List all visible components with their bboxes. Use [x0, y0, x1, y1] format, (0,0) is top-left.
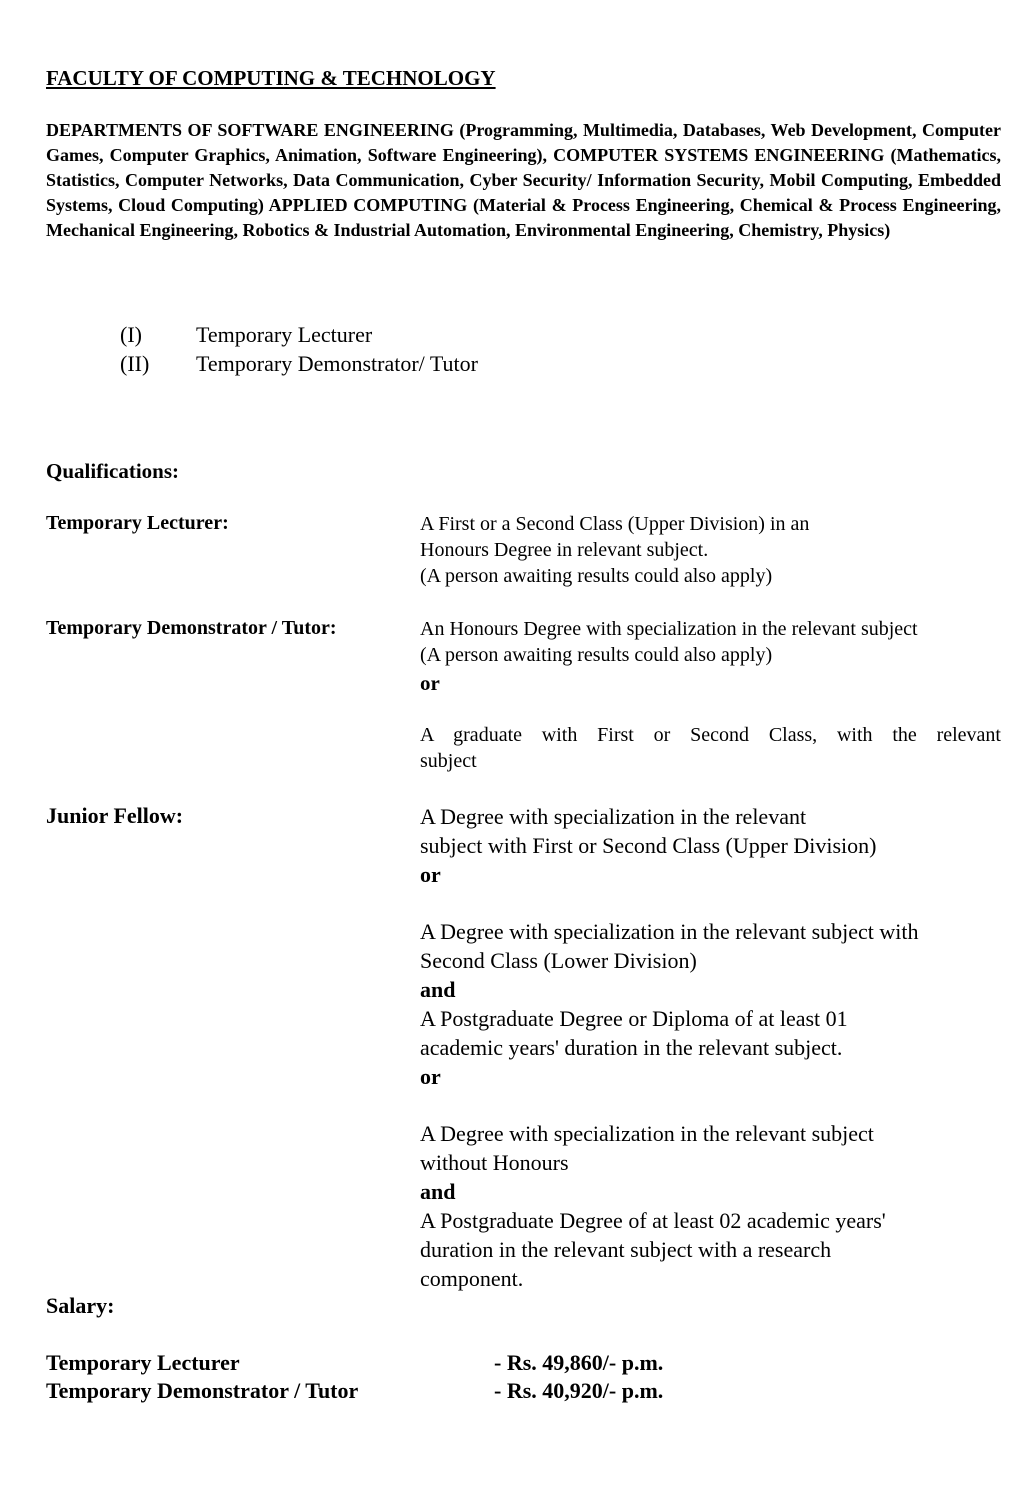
or-connector: or: [420, 862, 441, 887]
junior-fellow-qualification: [420, 802, 1001, 1293]
junior-fellow-label: Junior Fellow:: [46, 803, 184, 828]
or-connector: or: [420, 1064, 441, 1089]
and-connector: and: [420, 977, 456, 1002]
salary-amount: - Rs. 49,860/- p.m.: [494, 1350, 664, 1375]
qualification-line: (A person awaiting results could also apply): [420, 565, 773, 587]
qualification-line: component.: [420, 1266, 524, 1291]
lecturer-qualification: [420, 511, 1001, 589]
qualification-line: without Honours: [420, 1150, 569, 1175]
qualification-line: Honours Degree in relevant subject.: [420, 539, 709, 561]
qualification-line: A First or a Second Class (Upper Division) in an: [420, 513, 810, 535]
qualification-line: academic years' duration in the relevant subject.: [420, 1035, 843, 1060]
demonstrator-qualification: [420, 616, 1001, 774]
salary-amount: - Rs. 40,920/- p.m.: [494, 1378, 664, 1403]
salary-position: Temporary Demonstrator / Tutor: [46, 1378, 359, 1403]
qualification-line: duration in the relevant subject with a research: [420, 1237, 832, 1262]
qualification-line: A Degree with specialization in the relevant subject with: [420, 919, 919, 944]
qualification-line: subject: [420, 750, 477, 772]
demonstrator-label: Temporary Demonstrator / Tutor:: [46, 617, 337, 639]
position-number: (I): [120, 322, 142, 347]
position-number: (II): [120, 351, 150, 376]
qualification-line: A Postgraduate Degree of at least 02 academic years': [420, 1208, 886, 1233]
qualification-line: Second Class (Lower Division): [420, 948, 697, 973]
position-label: Temporary Demonstrator/ Tutor: [196, 351, 478, 376]
salary-heading: Salary:: [46, 1293, 115, 1318]
qualification-line: A Degree with specialization in the relevant subject: [420, 1121, 874, 1146]
qualifications-heading: Qualifications:: [46, 459, 180, 483]
qualification-line: (A person awaiting results could also apply): [420, 644, 773, 666]
qualification-line: A Postgraduate Degree or Diploma of at least 01: [420, 1006, 848, 1031]
qualification-line: A graduate with First or Second Class, with the relevant: [420, 724, 1001, 746]
position-item: [120, 322, 620, 352]
and-connector: and: [420, 1179, 456, 1204]
or-connector: or: [420, 671, 440, 695]
departments-paragraph: DEPARTMENTS OF SOFTWARE ENGINEERING (Programming, Multimedia, Databases, Web Development, Computer Games, Computer Graphics, Animation, Software Engineering), COMPUTER SYSTEMS ENGINEERING (Mathematics, Statistics, Computer Networks, Data Communication, Cyber Security/ Information Security, Mobil Computing, Embedded Systems, Cloud Computing) APPLIED COMPUTING (Material & Process Engineering, Chemical & Process Engineering, Mechanical Engineering, Robotics & Industrial Automation, Environmental Engineering, Chemistry, Physics): [46, 120, 1001, 240]
qualification-line: subject with First or Second Class (Upper Division): [420, 833, 877, 858]
qualification-line: A Degree with specialization in the relevant: [420, 804, 807, 829]
position-item: [120, 351, 620, 381]
salary-position: Temporary Lecturer: [46, 1350, 240, 1375]
faculty-title: FACULTY OF COMPUTING & TECHNOLOGY: [46, 66, 496, 90]
position-label: Temporary Lecturer: [196, 322, 373, 347]
lecturer-label: Temporary Lecturer:: [46, 512, 229, 534]
qualification-line: An Honours Degree with specialization in the relevant subject: [420, 618, 918, 640]
